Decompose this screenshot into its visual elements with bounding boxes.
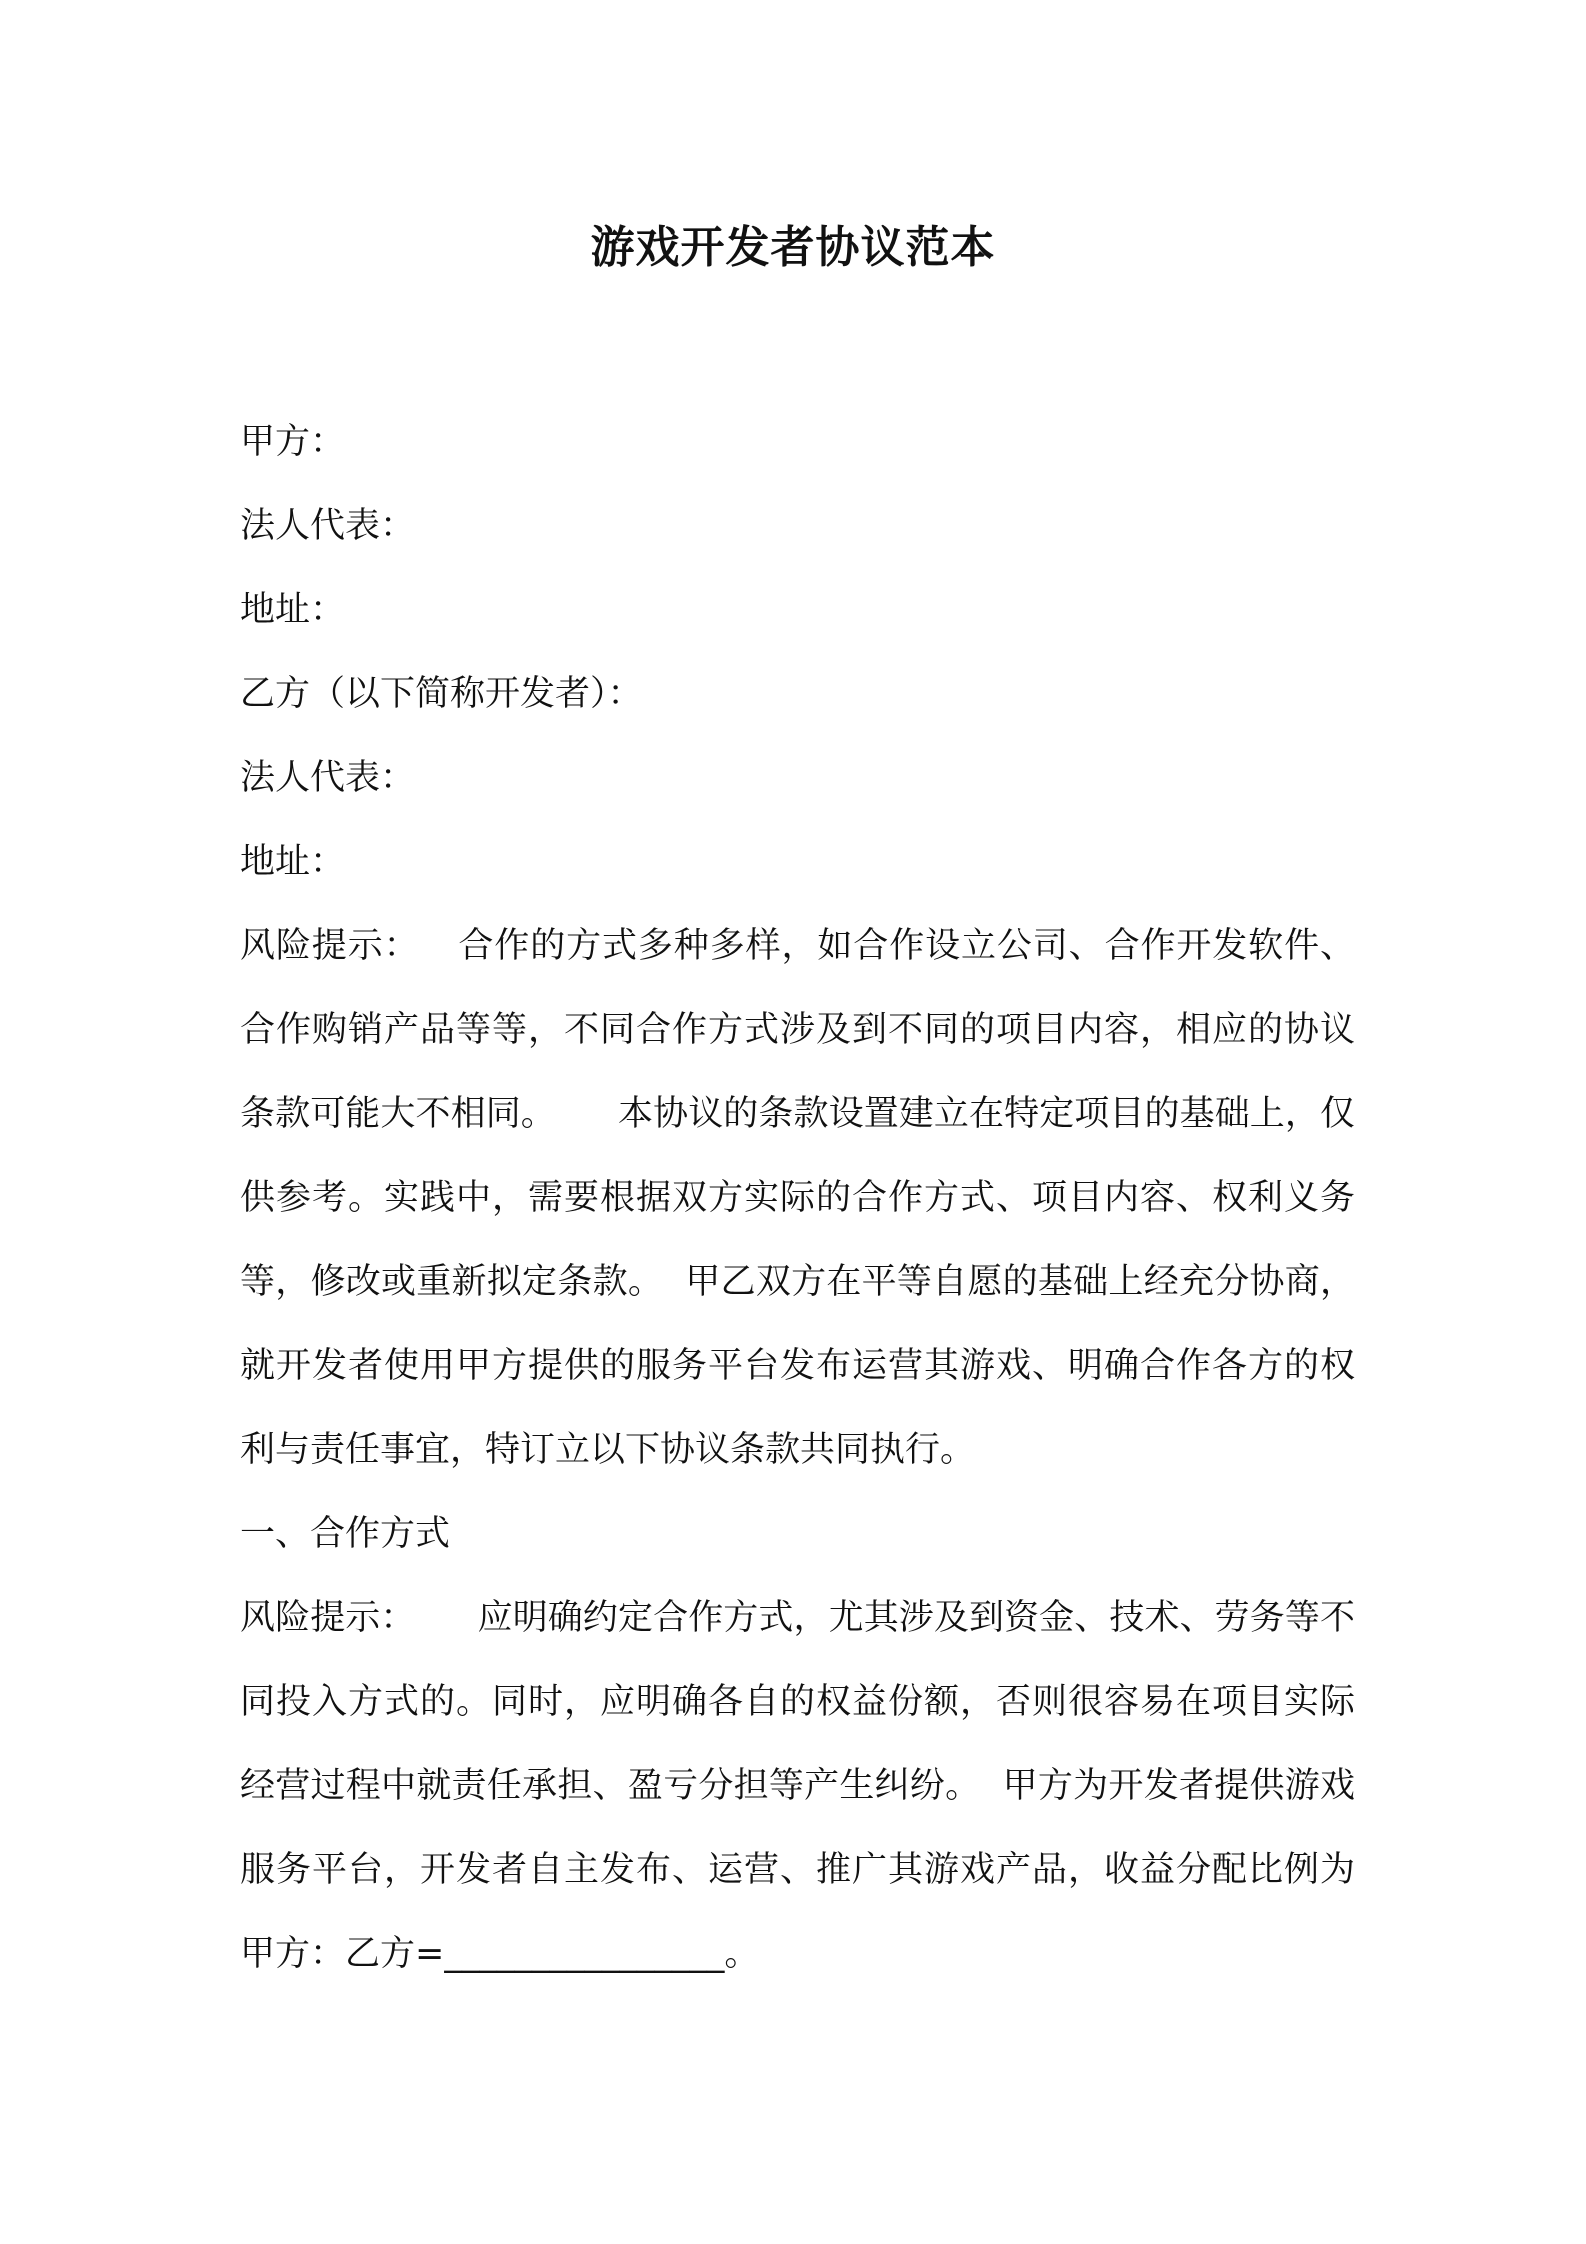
risk-tip-paragraph-2 — [240, 1576, 1355, 1996]
party-a-representative-label: 法人代表： — [240, 506, 416, 546]
party-b-representative-label: 法人代表： — [240, 758, 416, 798]
section-1-text: 甲方为开发者提供游戏服务平台，开发者自主发布、运营、推广其游戏产品，收益分配比例为甲方：乙方=________________。 — [240, 1766, 1355, 1974]
risk-tip-1-text-b: 本协议的条款设置建立在特定项目的基础上，仅供参考。实践中，需要根据双方实际的合作方式、项目内容、权利义务等，修改或重新拟定条款。 — [240, 1094, 1355, 1302]
risk-tip-2-label: 风险提示： — [240, 1598, 416, 1638]
party-b-label: 乙方（以下简称开发者）： — [240, 674, 643, 714]
party-a-label: 甲方： — [240, 422, 346, 462]
preamble-text: 甲乙双方在平等自愿的基础上经充分协商，就开发者使用甲方提供的服务平台发布运营其游戏、明确合作各方的权利与责任事宜，特订立以下协议条款共同执行。 — [240, 1262, 1355, 1470]
risk-tip-1-label: 风险提示： — [240, 926, 420, 966]
risk-tip-paragraph-1 — [240, 904, 1355, 1492]
risk-tip-1-text-a: 合作的方式多种多样，如合作设立公司、合作开发软件、合作购销产品等等，不同合作方式涉及到不同的项目内容，相应的协议条款可能大不相同。 — [240, 926, 1355, 1134]
party-b-address-label: 地址： — [240, 842, 346, 882]
party-a-address-label: 地址： — [240, 590, 346, 630]
section-1-heading: 一、合作方式 — [240, 1514, 451, 1554]
document-title: 游戏开发者协议范本 — [590, 222, 996, 273]
document-body — [240, 400, 1355, 1996]
risk-tip-2-text: 应明确约定合作方式，尤其涉及到资金、技术、劳务等不同投入方式的。同时，应明确各自的权益份额，否则很容易在项目实际经营过程中就责任承担、盈亏分担等产生纠纷。 — [240, 1598, 1355, 1806]
